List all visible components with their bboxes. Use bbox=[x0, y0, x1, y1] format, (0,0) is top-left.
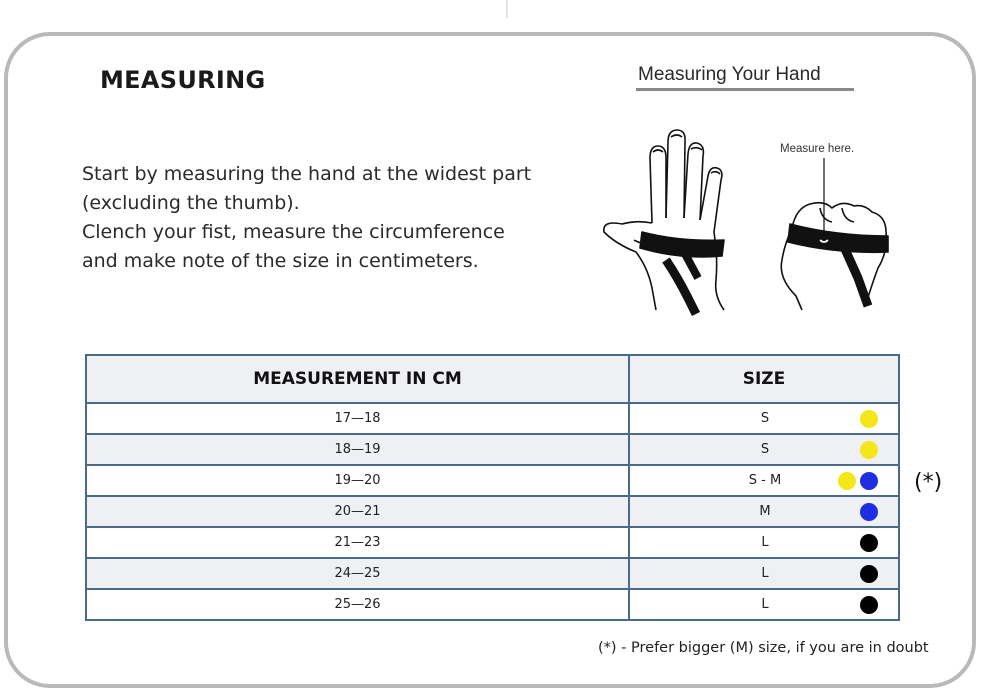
size-label: S - M bbox=[748, 473, 782, 488]
table-row bbox=[86, 434, 899, 465]
footnote-text: (*) - Prefer bigger (M) size, if you are in doubt bbox=[598, 640, 929, 656]
table-row bbox=[86, 496, 899, 527]
page-title: MEASURING bbox=[100, 66, 266, 94]
size-color-dot bbox=[860, 503, 878, 521]
size-label: M bbox=[759, 504, 771, 519]
table-row bbox=[86, 403, 899, 434]
table-row bbox=[86, 465, 899, 496]
size-color-dot bbox=[838, 472, 856, 490]
table-row bbox=[86, 589, 899, 620]
measurement-cell: 21—23 bbox=[86, 527, 629, 558]
measurement-cell: 18—19 bbox=[86, 434, 629, 465]
column-header-size: SIZE bbox=[629, 355, 899, 403]
open-hand-drawing bbox=[604, 130, 724, 314]
hand-measuring-illustration bbox=[596, 128, 896, 318]
table-row bbox=[86, 527, 899, 558]
size-color-dots bbox=[860, 410, 878, 428]
instruction-line: Start by measuring the hand at the widest part bbox=[82, 163, 532, 185]
measurement-cell: 19—20 bbox=[86, 465, 629, 496]
size-cell bbox=[629, 589, 899, 620]
size-chart-table bbox=[85, 354, 900, 621]
table-row bbox=[86, 558, 899, 589]
size-color-dots bbox=[860, 441, 878, 459]
size-cell bbox=[629, 434, 899, 465]
measurement-cell: 24—25 bbox=[86, 558, 629, 589]
size-color-dot bbox=[860, 441, 878, 459]
figure-title: Measuring Your Hand bbox=[638, 64, 821, 85]
size-color-dots bbox=[860, 534, 878, 552]
size-label: L bbox=[761, 566, 769, 581]
measure-here-label: Measure here. bbox=[780, 143, 855, 155]
size-cell bbox=[629, 465, 899, 496]
measurement-cell: 20—21 bbox=[86, 496, 629, 527]
figure-title-underline bbox=[636, 88, 854, 91]
instructions-text bbox=[82, 160, 582, 276]
size-label: L bbox=[761, 597, 769, 612]
size-cell bbox=[629, 403, 899, 434]
measurement-cell: 25—26 bbox=[86, 589, 629, 620]
top-divider-tick bbox=[506, 0, 508, 18]
size-cell bbox=[629, 527, 899, 558]
size-color-dot bbox=[860, 534, 878, 552]
size-color-dot bbox=[860, 410, 878, 428]
size-color-dot bbox=[860, 472, 878, 490]
size-color-dots bbox=[860, 503, 878, 521]
size-color-dot bbox=[860, 596, 878, 614]
asterisk-marker: (*) bbox=[914, 470, 943, 495]
instruction-line: Clench your fist, measure the circumference bbox=[82, 221, 505, 243]
column-header-measurement: MEASUREMENT IN CM bbox=[86, 355, 629, 403]
measurement-cell: 17—18 bbox=[86, 403, 629, 434]
size-color-dots bbox=[838, 472, 878, 490]
fist-drawing bbox=[781, 158, 888, 310]
instruction-line: and make note of the size in centimeters. bbox=[82, 250, 479, 272]
instruction-line: (excluding the thumb). bbox=[82, 192, 300, 214]
size-color-dot bbox=[860, 565, 878, 583]
table-header-row bbox=[86, 355, 899, 403]
size-label: S bbox=[760, 411, 770, 426]
size-label: S bbox=[760, 442, 770, 457]
size-cell bbox=[629, 558, 899, 589]
size-cell bbox=[629, 496, 899, 527]
size-color-dots bbox=[860, 596, 878, 614]
size-color-dots bbox=[860, 565, 878, 583]
size-label: L bbox=[761, 535, 769, 550]
